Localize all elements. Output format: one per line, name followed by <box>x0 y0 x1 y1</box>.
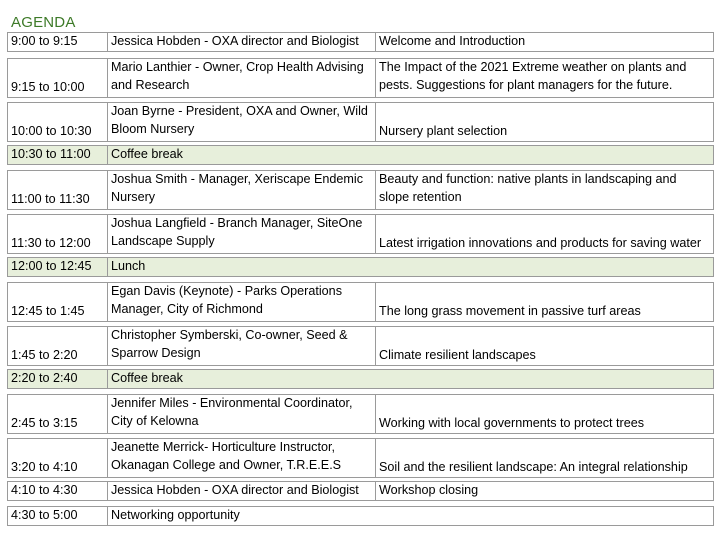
topic-cell: The long grass movement in passive turf areas <box>375 283 713 321</box>
speaker-cell: Jennifer Miles - Environmental Coordinator, City of Kelowna <box>107 395 375 433</box>
time-cell: 4:30 to 5:00 <box>11 508 78 523</box>
time-cell: 12:00 to 12:45 <box>11 259 92 274</box>
time-cell: 12:45 to 1:45 <box>11 303 85 318</box>
networking-label: Networking opportunity <box>107 507 713 525</box>
time-cell: 10:00 to 10:30 <box>11 123 92 138</box>
agenda-row <box>7 326 714 366</box>
time-cell: 4:10 to 4:30 <box>11 483 78 498</box>
time-cell: 3:20 to 4:10 <box>11 459 78 474</box>
topic-cell: Beauty and function: native plants in landscaping and slope retention <box>375 171 713 209</box>
speaker-cell: Christopher Symberski, Co-owner, Seed & Sparrow Design <box>107 327 375 365</box>
speaker-cell: Egan Davis (Keynote) - Parks Operations Manager, City of Richmond <box>107 283 375 321</box>
speaker-cell: Joshua Langfield - Branch Manager, SiteOne Landscape Supply <box>107 215 375 253</box>
time-cell: 9:00 to 9:15 <box>11 34 78 49</box>
time-cell: 1:45 to 2:20 <box>11 347 78 362</box>
speaker-cell: Jessica Hobden - OXA director and Biologist <box>107 482 375 500</box>
agenda-row <box>7 32 714 52</box>
break-label: Coffee break <box>107 370 713 388</box>
time-cell: 2:20 to 2:40 <box>11 371 78 386</box>
topic-cell: Welcome and Introduction <box>375 33 713 51</box>
agenda-row <box>7 282 714 322</box>
time-cell: 11:30 to 12:00 <box>11 235 91 250</box>
topic-cell: The Impact of the 2021 Extreme weather on plants and pests. Suggestions for plant managers for the future. <box>375 59 713 97</box>
break-label: Coffee break <box>107 146 713 164</box>
topic-cell: Nursery plant selection <box>375 103 713 141</box>
topic-cell: Workshop closing <box>375 482 713 500</box>
agenda-title: AGENDA <box>11 14 76 31</box>
agenda-row <box>7 481 714 501</box>
break-row <box>7 369 714 389</box>
agenda-row <box>7 214 714 254</box>
agenda-row <box>7 170 714 210</box>
speaker-cell: Jessica Hobden - OXA director and Biologist <box>107 33 375 51</box>
time-cell: 10:30 to 11:00 <box>11 147 91 162</box>
speaker-cell: Joan Byrne - President, OXA and Owner, Wild Bloom Nursery <box>107 103 375 141</box>
topic-cell: Working with local governments to protect trees <box>375 395 713 433</box>
time-cell: 11:00 to 11:30 <box>11 191 90 206</box>
speaker-cell: Mario Lanthier - Owner, Crop Health Advising and Research <box>107 59 375 97</box>
agenda-document <box>7 7 714 526</box>
topic-cell: Soil and the resilient landscape: An integral relationship <box>375 439 713 477</box>
speaker-cell: Jeanette Merrick- Horticulture Instructor, Okanagan College and Owner, T.R.E.E.S <box>107 439 375 477</box>
agenda-row <box>7 58 714 98</box>
break-row <box>7 145 714 165</box>
topic-cell: Climate resilient landscapes <box>375 327 713 365</box>
networking-row <box>7 506 714 526</box>
lunch-label: Lunch <box>107 258 713 276</box>
lunch-row <box>7 257 714 277</box>
agenda-row <box>7 394 714 434</box>
time-cell: 2:45 to 3:15 <box>11 415 78 430</box>
agenda-row <box>7 438 714 478</box>
time-cell: 9:15 to 10:00 <box>11 79 85 94</box>
speaker-cell: Joshua Smith - Manager, Xeriscape Endemic Nursery <box>107 171 375 209</box>
agenda-row <box>7 102 714 142</box>
topic-cell: Latest irrigation innovations and products for saving water <box>375 215 713 253</box>
